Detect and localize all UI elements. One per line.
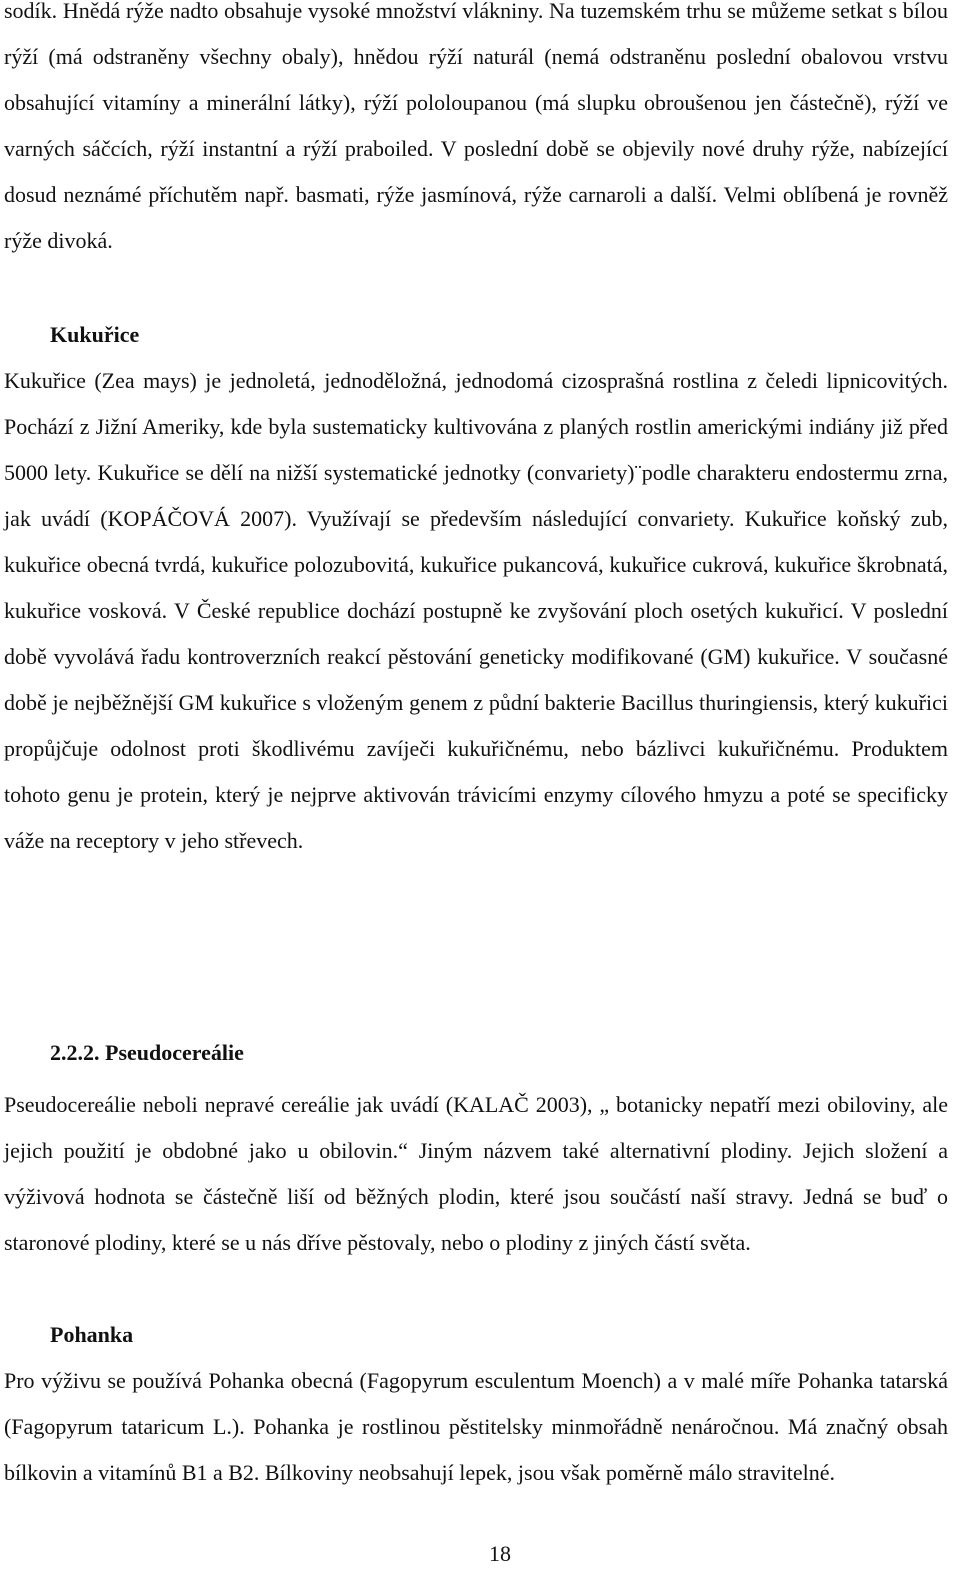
paragraph-corn: Kukuřice (Zea mays) je jednoletá, jednoděložná, jednodomá cizosprašná rostlina z čeledi lipnicovitých. Pochází z Jižní Ameriky, kde byla sustematicky kultivována z planých rostlin americkými indiány již před 5000 lety. Kukuřice se dělí na nižší systematické jednotky (convariety)¨podle charakteru endostermu zrna, jak uvádí (KOPÁČOVÁ 2007). Využívají se především následující convariety. Kukuřice koňský zub, kukuřice obecná tvrdá, kukuřice polozubovitá, kukuřice pukancová, kukuřice cukrová, kukuřice škrobnatá, kukuřice vosková. V České republice dochází postupně ke zvyšování ploch osetých kukuřicí. V poslední době vyvolává řadu kontroverzních reakcí pěstování geneticky modifikované (GM) kukuřice. V současné době je nejběžnější GM kukuřice s vloženým genem z půdní bakterie Bacillus thuringiensis, který kukuřici propůjčuje odolnost proti škodlivému zavíječi kukuřičnému, nebo bázlivci kukuřičnému. Produktem tohoto genu je protein, který je nejprve aktivován trávicími enzymy cílového hmyzu a poté se specificky váže na receptory v jeho střevech. bbox=[4, 368, 948, 853]
page-number: 18 bbox=[489, 1541, 511, 1566]
heading-pseudocereals: 2.2.2. Pseudocereálie bbox=[50, 1040, 244, 1065]
paragraph-rice: sodík. Hnědá rýže nadto obsahuje vysoké množství vlákniny. Na tuzemském trhu se můžeme setkat s bílou rýží (má odstraněny všechny obaly), hnědou rýží naturál (nemá odstraněnu poslední obalovou vrstvu obsahující vitamíny a minerální látky), rýží pololoupanou (má slupku obroušenou jen částečně), rýží ve varných sáčcích, rýží instantní a rýží praboiled. V poslední době se objevily nové druhy rýže, nabízející dosud neznámé příchutěm např. basmati, rýže jasmínová, rýže carnaroli a další. Velmi oblíbená je rovněž rýže divoká. bbox=[4, 0, 948, 253]
heading-buckwheat: Pohanka bbox=[50, 1322, 134, 1347]
paragraph-pseudocereals: Pseudocereálie neboli nepravé cereálie jak uvádí (KALAČ 2003), „ botanicky nepatří mezi obiloviny, ale jejich použití je obdobné jako u obilovin.“ Jiným názvem také alternativní plodiny. Jejich složení a výživová hodnota se částečně liší od běžných plodin, které jsou součástí naší stravy. Jedná se buď o staronové plodiny, které se u nás dříve pěstovaly, nebo o plodiny z jiných částí světa. bbox=[4, 1092, 948, 1255]
heading-corn: Kukuřice bbox=[50, 322, 140, 347]
paragraph-buckwheat: Pro výživu se používá Pohanka obecná (Fagopyrum esculentum Moench) a v malé míře Pohanka tatarská (Fagopyrum tataricum L.). Pohanka je rostlinou pěstitelsky minmořádně nenáročnou. Má značný obsah bílkovin a vitamínů B1 a B2. Bílkoviny neobsahují lepek, jsou však poměrně málo stravitelné. bbox=[4, 1368, 948, 1485]
